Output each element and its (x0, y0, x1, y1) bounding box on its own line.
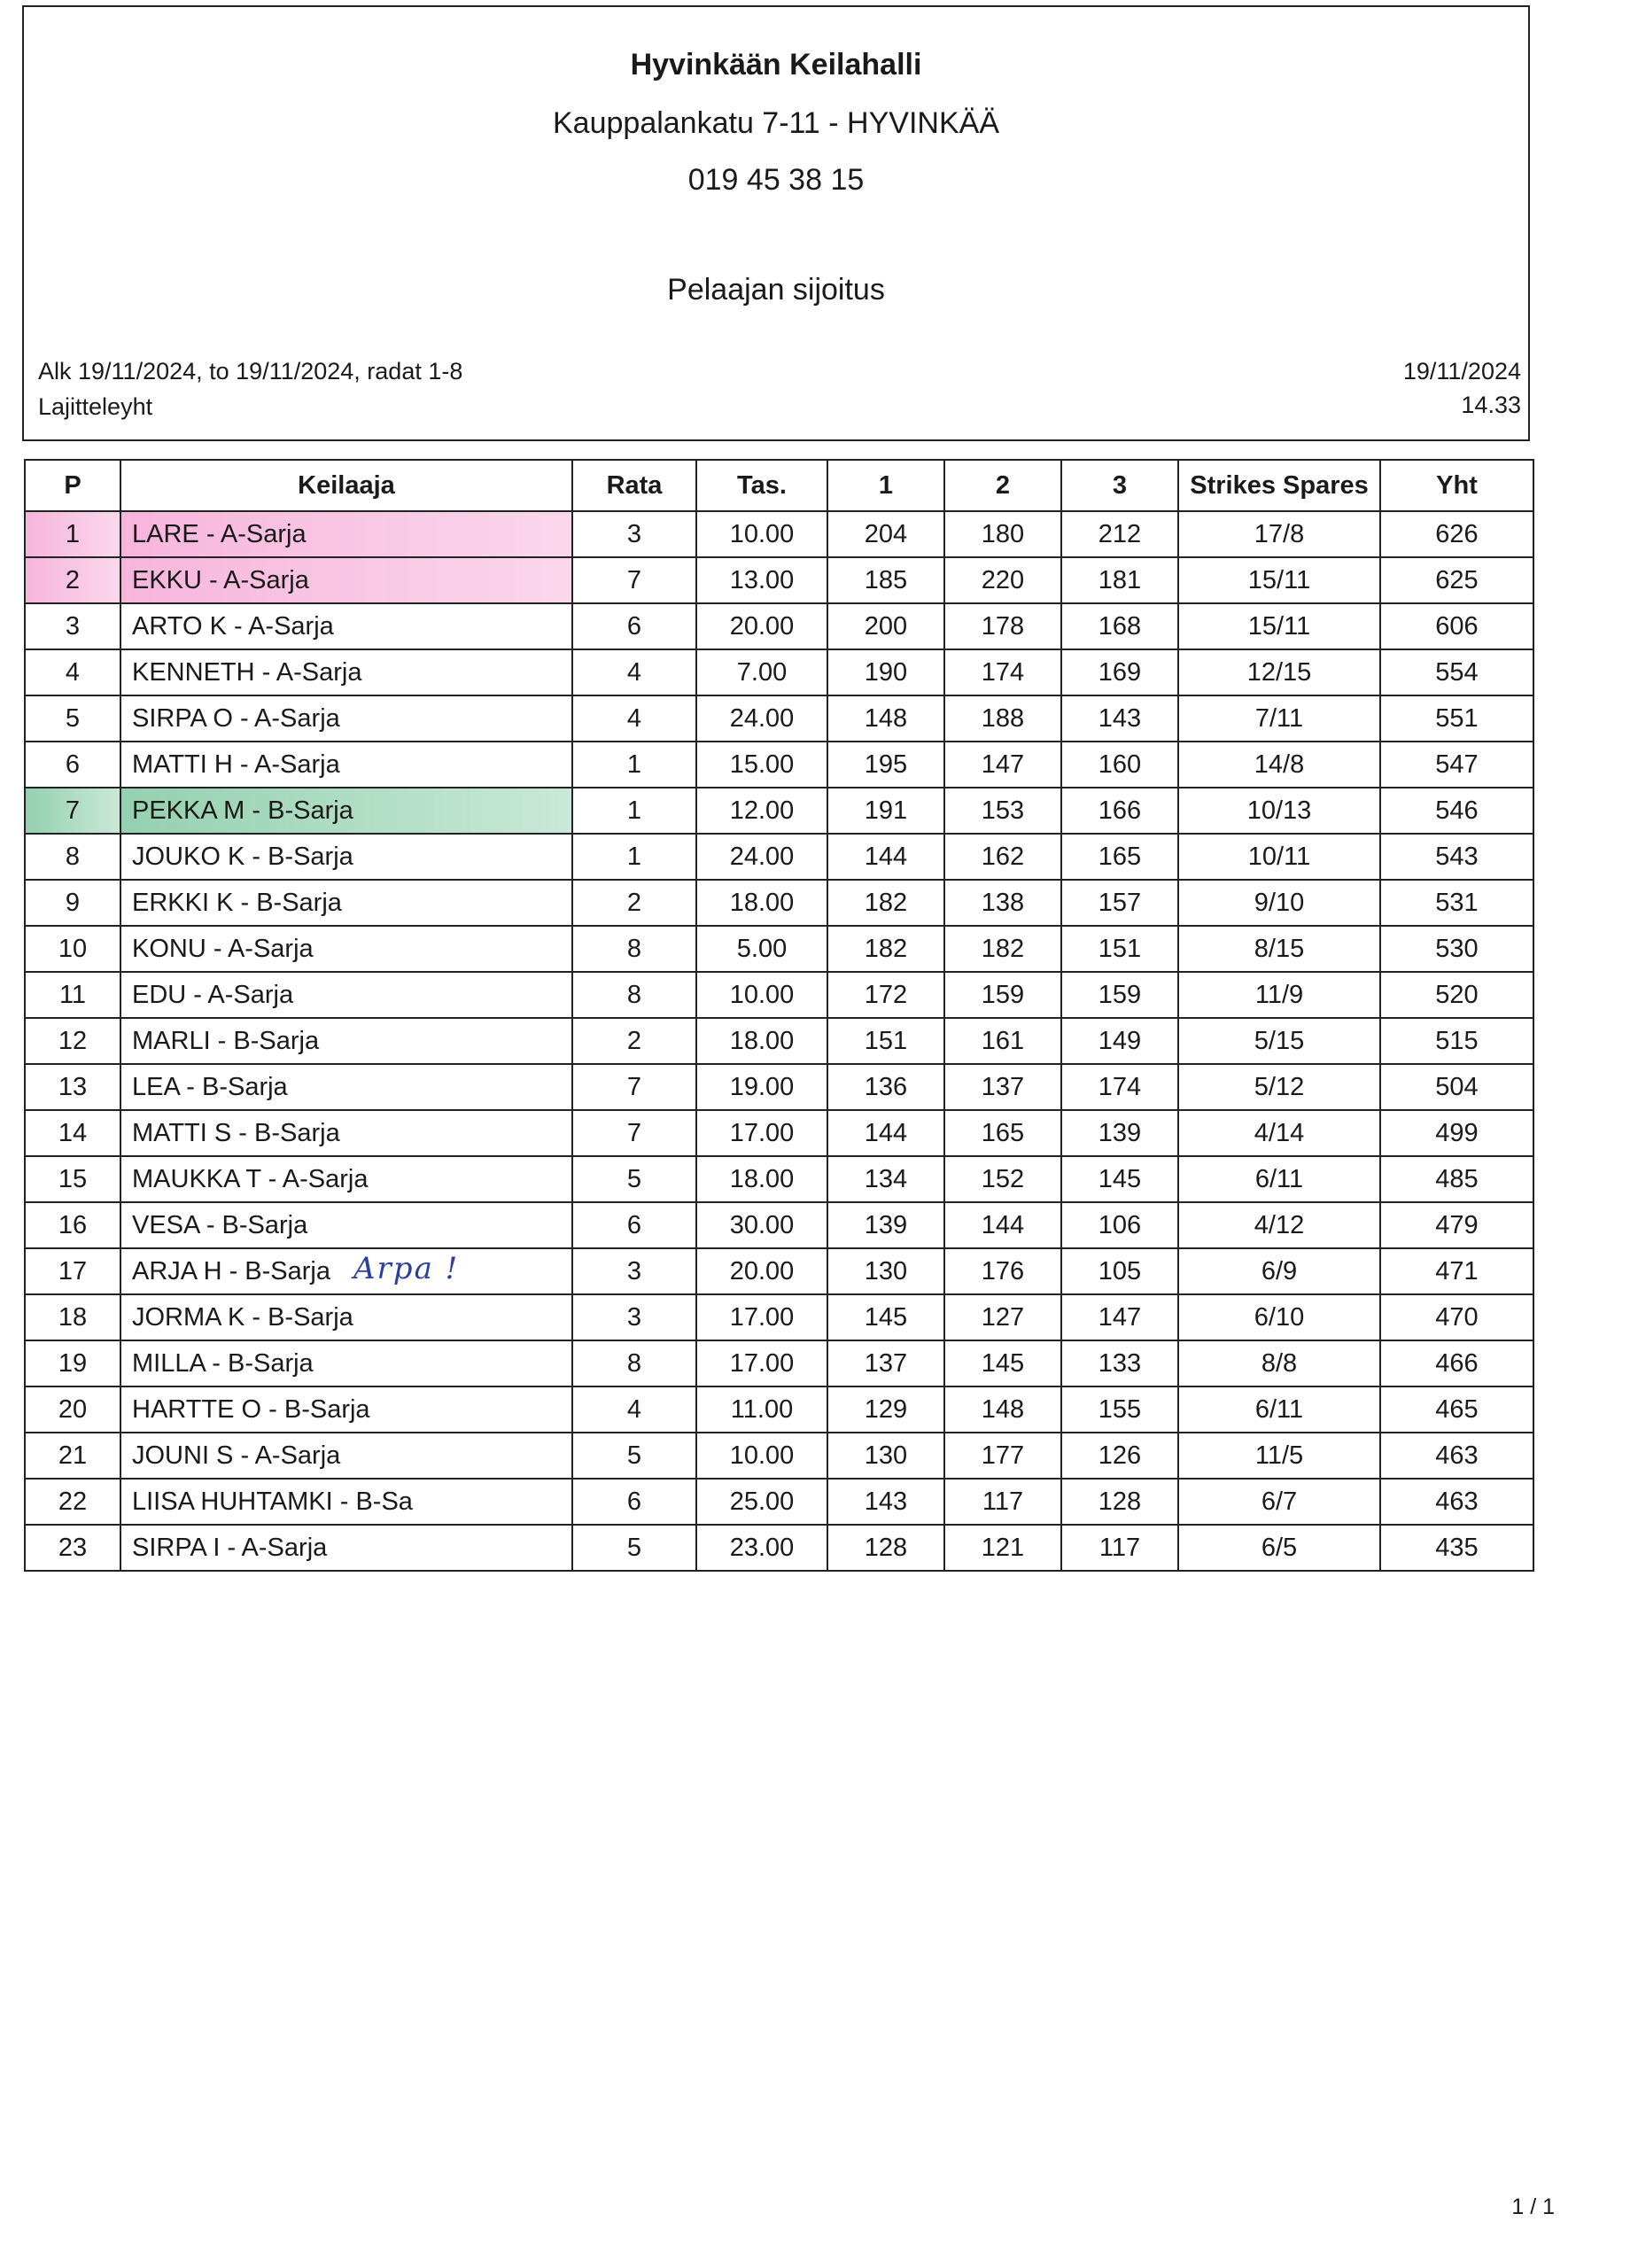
handicap-cell: 18.00 (696, 1018, 827, 1064)
bowler-name-cell (120, 1525, 572, 1571)
strikes-spares-cell: 11/5 (1178, 1433, 1380, 1479)
total-cell: 463 (1380, 1479, 1533, 1525)
total-cell: 471 (1380, 1248, 1533, 1294)
column-header-game-3: 3 (1061, 460, 1178, 511)
rank-cell: 10 (25, 926, 120, 972)
bowler-name-cell (120, 603, 572, 649)
table-row (25, 788, 1533, 834)
table-row (25, 1110, 1533, 1156)
table-row (25, 1479, 1533, 1525)
bowler-name: HARTTE O - B-Sarja (132, 1394, 370, 1424)
total-cell: 546 (1380, 788, 1533, 834)
game-3-cell: 143 (1061, 695, 1178, 742)
game-1-cell: 143 (827, 1479, 944, 1525)
game-3-cell: 145 (1061, 1156, 1178, 1202)
game-2-cell: 176 (944, 1248, 1061, 1294)
table-row (25, 1018, 1533, 1064)
table-row (25, 511, 1533, 557)
game-1-cell: 148 (827, 695, 944, 742)
total-cell: 479 (1380, 1202, 1533, 1248)
bowler-name: PEKKA M - B-Sarja (132, 796, 353, 825)
strikes-spares-cell: 4/14 (1178, 1110, 1380, 1156)
rank-cell: 7 (25, 788, 120, 834)
table-row (25, 972, 1533, 1018)
column-header-game-1: 1 (827, 460, 944, 511)
total-cell: 626 (1380, 511, 1533, 557)
game-2-cell: 127 (944, 1294, 1061, 1340)
bowler-name-cell (120, 1202, 572, 1248)
page-number: 1 / 1 (1511, 2194, 1555, 2219)
game-3-cell: 181 (1061, 557, 1178, 603)
rank-cell: 15 (25, 1156, 120, 1202)
lane-cell: 6 (572, 1479, 696, 1525)
table-row (25, 880, 1533, 926)
game-3-cell: 169 (1061, 649, 1178, 695)
bowler-name: MAUKKA T - A-Sarja (132, 1164, 369, 1193)
sort-order: Lajitteleyht (38, 393, 153, 420)
handicap-cell: 18.00 (696, 880, 827, 926)
lane-cell: 2 (572, 880, 696, 926)
bowler-name: EKKU - A-Sarja (132, 565, 309, 594)
hall-phone: 019 45 38 15 (687, 163, 865, 197)
strikes-spares-cell: 15/11 (1178, 557, 1380, 603)
table-row (25, 1202, 1533, 1248)
bowler-name-cell (120, 557, 572, 603)
strikes-spares-cell: 6/10 (1178, 1294, 1380, 1340)
game-2-cell: 153 (944, 788, 1061, 834)
handicap-cell: 30.00 (696, 1202, 827, 1248)
game-1-cell: 195 (827, 742, 944, 788)
game-1-cell: 129 (827, 1386, 944, 1433)
game-3-cell: 165 (1061, 834, 1178, 880)
bowler-name: KONU - A-Sarja (132, 934, 314, 963)
strikes-spares-cell: 14/8 (1178, 742, 1380, 788)
lane-cell: 7 (572, 1064, 696, 1110)
lane-cell: 4 (572, 649, 696, 695)
game-2-cell: 177 (944, 1433, 1061, 1479)
lane-cell: 5 (572, 1433, 696, 1479)
strikes-spares-cell: 10/13 (1178, 788, 1380, 834)
table-header-row (25, 460, 1533, 511)
lane-cell: 1 (572, 788, 696, 834)
lane-cell: 1 (572, 834, 696, 880)
table-row (25, 742, 1533, 788)
game-1-cell: 137 (827, 1340, 944, 1386)
bowler-name-cell (120, 788, 572, 834)
game-1-cell: 204 (827, 511, 944, 557)
game-1-cell: 134 (827, 1156, 944, 1202)
game-1-cell: 145 (827, 1294, 944, 1340)
bowler-name-cell (120, 695, 572, 742)
print-date: 19/11/2024 (1402, 358, 1521, 384)
rank-cell: 1 (25, 511, 120, 557)
strikes-spares-cell: 4/12 (1178, 1202, 1380, 1248)
lane-cell: 2 (572, 1018, 696, 1064)
game-3-cell: 155 (1061, 1386, 1178, 1433)
game-2-cell: 148 (944, 1386, 1061, 1433)
game-2-cell: 145 (944, 1340, 1061, 1386)
game-3-cell: 117 (1061, 1525, 1178, 1571)
report-title: Pelaajan sijoitus (667, 273, 885, 307)
bowler-name: JORMA K - B-Sarja (132, 1302, 353, 1332)
bowler-name-cell (120, 649, 572, 695)
strikes-spares-cell: 7/11 (1178, 695, 1380, 742)
results-table (24, 459, 1534, 1572)
strikes-spares-cell: 5/12 (1178, 1064, 1380, 1110)
print-time: 14.33 (1461, 392, 1521, 418)
rank-cell: 4 (25, 649, 120, 695)
game-2-cell: 144 (944, 1202, 1061, 1248)
game-2-cell: 147 (944, 742, 1061, 788)
game-1-cell: 139 (827, 1202, 944, 1248)
handicap-cell: 24.00 (696, 695, 827, 742)
game-2-cell: 174 (944, 649, 1061, 695)
rank-cell: 3 (25, 603, 120, 649)
game-3-cell: 160 (1061, 742, 1178, 788)
rank-cell: 12 (25, 1018, 120, 1064)
game-3-cell: 157 (1061, 880, 1178, 926)
rank-cell: 11 (25, 972, 120, 1018)
lane-cell: 7 (572, 1110, 696, 1156)
bowler-name: LIISA HUHTAMKI - B-Sa (132, 1487, 413, 1516)
game-1-cell: 172 (827, 972, 944, 1018)
handicap-cell: 20.00 (696, 603, 827, 649)
strikes-spares-cell: 17/8 (1178, 511, 1380, 557)
bowler-name-cell (120, 1386, 572, 1433)
game-3-cell: 106 (1061, 1202, 1178, 1248)
bowler-name: ARTO K - A-Sarja (132, 611, 334, 641)
total-cell: 520 (1380, 972, 1533, 1018)
bowler-name-cell (120, 880, 572, 926)
bowler-name-cell (120, 1018, 572, 1064)
bowler-name: LEA - B-Sarja (132, 1072, 288, 1101)
total-cell: 554 (1380, 649, 1533, 695)
game-1-cell: 144 (827, 834, 944, 880)
handicap-cell: 17.00 (696, 1340, 827, 1386)
table-row (25, 834, 1533, 880)
handicap-cell: 10.00 (696, 511, 827, 557)
total-cell: 463 (1380, 1433, 1533, 1479)
rank-cell: 21 (25, 1433, 120, 1479)
rank-cell: 14 (25, 1110, 120, 1156)
total-cell: 435 (1380, 1525, 1533, 1571)
game-3-cell: 126 (1061, 1433, 1178, 1479)
lane-cell: 6 (572, 1202, 696, 1248)
table-row (25, 1433, 1533, 1479)
column-header-lane: Rata (572, 460, 696, 511)
rank-cell: 6 (25, 742, 120, 788)
handwritten-note: Arpa ! (353, 1251, 460, 1286)
strikes-spares-cell: 11/9 (1178, 972, 1380, 1018)
game-2-cell: 152 (944, 1156, 1061, 1202)
bowler-name: JOUNI S - A-Sarja (132, 1441, 341, 1470)
table-row (25, 1340, 1533, 1386)
handicap-cell: 24.00 (696, 834, 827, 880)
column-header-strikes-spares: Strikes Spares (1178, 460, 1380, 511)
game-3-cell: 147 (1061, 1294, 1178, 1340)
table-row (25, 1294, 1533, 1340)
game-2-cell: 161 (944, 1018, 1061, 1064)
bowler-name: JOUKO K - B-Sarja (132, 842, 353, 871)
bowler-name-cell (120, 1294, 572, 1340)
table-row (25, 1156, 1533, 1202)
bowler-name: MILLA - B-Sarja (132, 1348, 314, 1378)
handicap-cell: 5.00 (696, 926, 827, 972)
game-3-cell: 151 (1061, 926, 1178, 972)
column-header-game-2: 2 (944, 460, 1061, 511)
game-3-cell: 212 (1061, 511, 1178, 557)
total-cell: 466 (1380, 1340, 1533, 1386)
game-3-cell: 149 (1061, 1018, 1178, 1064)
game-1-cell: 200 (827, 603, 944, 649)
game-3-cell: 105 (1061, 1248, 1178, 1294)
lane-cell: 3 (572, 511, 696, 557)
bowler-name-cell (120, 1433, 572, 1479)
game-1-cell: 130 (827, 1433, 944, 1479)
rank-cell: 16 (25, 1202, 120, 1248)
handicap-cell: 12.00 (696, 788, 827, 834)
bowler-name-cell (120, 1110, 572, 1156)
hall-address: Kauppalankatu 7-11 - HYVINKÄÄ (553, 106, 999, 140)
game-2-cell: 220 (944, 557, 1061, 603)
bowler-name: ARJA H - B-Sarja (132, 1256, 330, 1285)
rank-cell: 13 (25, 1064, 120, 1110)
strikes-spares-cell: 6/9 (1178, 1248, 1380, 1294)
rank-cell: 17 (25, 1248, 120, 1294)
game-2-cell: 138 (944, 880, 1061, 926)
game-3-cell: 139 (1061, 1110, 1178, 1156)
total-cell: 543 (1380, 834, 1533, 880)
total-cell: 530 (1380, 926, 1533, 972)
total-cell: 470 (1380, 1294, 1533, 1340)
rank-cell: 22 (25, 1479, 120, 1525)
table-row (25, 1386, 1533, 1433)
game-2-cell: 180 (944, 511, 1061, 557)
game-1-cell: 182 (827, 880, 944, 926)
bowler-name: EDU - A-Sarja (132, 980, 294, 1009)
column-header-rank: P (25, 460, 120, 511)
handicap-cell: 13.00 (696, 557, 827, 603)
rank-cell: 9 (25, 880, 120, 926)
bowler-name: MARLI - B-Sarja (132, 1026, 320, 1055)
date-range: Alk 19/11/2024, to 19/11/2024, radat 1-8 (38, 358, 463, 384)
total-cell: 465 (1380, 1386, 1533, 1433)
bowler-name-cell (120, 926, 572, 972)
total-cell: 606 (1380, 603, 1533, 649)
bowler-name-cell (120, 1340, 572, 1386)
game-1-cell: 191 (827, 788, 944, 834)
strikes-spares-cell: 12/15 (1178, 649, 1380, 695)
lane-cell: 8 (572, 972, 696, 1018)
table-row (25, 1064, 1533, 1110)
game-1-cell: 144 (827, 1110, 944, 1156)
strikes-spares-cell: 6/5 (1178, 1525, 1380, 1571)
handicap-cell: 23.00 (696, 1525, 827, 1571)
bowler-name: LARE - A-Sarja (132, 519, 307, 548)
bowler-name: KENNETH - A-Sarja (132, 657, 362, 687)
table-row (25, 695, 1533, 742)
strikes-spares-cell: 6/11 (1178, 1156, 1380, 1202)
game-2-cell: 188 (944, 695, 1061, 742)
hall-name: Hyvinkään Keilahalli (630, 48, 922, 82)
game-2-cell: 162 (944, 834, 1061, 880)
lane-cell: 8 (572, 1340, 696, 1386)
table-row (25, 1248, 1533, 1294)
game-2-cell: 159 (944, 972, 1061, 1018)
strikes-spares-cell: 8/15 (1178, 926, 1380, 972)
lane-cell: 7 (572, 557, 696, 603)
game-3-cell: 128 (1061, 1479, 1178, 1525)
rank-cell: 2 (25, 557, 120, 603)
game-1-cell: 182 (827, 926, 944, 972)
handicap-cell: 17.00 (696, 1294, 827, 1340)
strikes-spares-cell: 6/7 (1178, 1479, 1380, 1525)
table-row (25, 649, 1533, 695)
lane-cell: 3 (572, 1294, 696, 1340)
report-header (22, 5, 1530, 441)
game-1-cell: 185 (827, 557, 944, 603)
table-row (25, 1525, 1533, 1571)
strikes-spares-cell: 15/11 (1178, 603, 1380, 649)
game-1-cell: 128 (827, 1525, 944, 1571)
total-cell: 515 (1380, 1018, 1533, 1064)
column-header-bowler: Keilaaja (120, 460, 572, 511)
game-2-cell: 117 (944, 1479, 1061, 1525)
table-row (25, 557, 1533, 603)
handicap-cell: 15.00 (696, 742, 827, 788)
total-cell: 485 (1380, 1156, 1533, 1202)
game-2-cell: 182 (944, 926, 1061, 972)
rank-cell: 19 (25, 1340, 120, 1386)
handicap-cell: 10.00 (696, 1433, 827, 1479)
game-2-cell: 165 (944, 1110, 1061, 1156)
lane-cell: 5 (572, 1525, 696, 1571)
bowler-name: MATTI H - A-Sarja (132, 750, 340, 779)
bowler-name-cell (120, 1479, 572, 1525)
bowler-name: MATTI S - B-Sarja (132, 1118, 340, 1147)
column-header-total: Yht (1380, 460, 1533, 511)
total-cell: 499 (1380, 1110, 1533, 1156)
game-3-cell: 174 (1061, 1064, 1178, 1110)
game-1-cell: 136 (827, 1064, 944, 1110)
handicap-cell: 11.00 (696, 1386, 827, 1433)
strikes-spares-cell: 10/11 (1178, 834, 1380, 880)
game-2-cell: 121 (944, 1525, 1061, 1571)
lane-cell: 4 (572, 695, 696, 742)
lane-cell: 8 (572, 926, 696, 972)
table-row (25, 926, 1533, 972)
strikes-spares-cell: 8/8 (1178, 1340, 1380, 1386)
bowler-name-cell (120, 1248, 572, 1294)
lane-cell: 1 (572, 742, 696, 788)
handicap-cell: 18.00 (696, 1156, 827, 1202)
bowler-name-cell (120, 1064, 572, 1110)
game-3-cell: 166 (1061, 788, 1178, 834)
bowler-name: VESA - B-Sarja (132, 1210, 308, 1239)
rank-cell: 8 (25, 834, 120, 880)
rank-cell: 18 (25, 1294, 120, 1340)
handicap-cell: 20.00 (696, 1248, 827, 1294)
total-cell: 551 (1380, 695, 1533, 742)
handicap-cell: 25.00 (696, 1479, 827, 1525)
bowler-name-cell (120, 742, 572, 788)
total-cell: 531 (1380, 880, 1533, 926)
bowler-name-cell (120, 1156, 572, 1202)
total-cell: 547 (1380, 742, 1533, 788)
column-header-handicap: Tas. (696, 460, 827, 511)
lane-cell: 4 (572, 1386, 696, 1433)
strikes-spares-cell: 9/10 (1178, 880, 1380, 926)
lane-cell: 3 (572, 1248, 696, 1294)
game-3-cell: 159 (1061, 972, 1178, 1018)
game-1-cell: 151 (827, 1018, 944, 1064)
game-1-cell: 190 (827, 649, 944, 695)
game-3-cell: 133 (1061, 1340, 1178, 1386)
bowler-name-cell (120, 511, 572, 557)
handicap-cell: 19.00 (696, 1064, 827, 1110)
table-row (25, 603, 1533, 649)
lane-cell: 5 (572, 1156, 696, 1202)
handicap-cell: 10.00 (696, 972, 827, 1018)
handicap-cell: 7.00 (696, 649, 827, 695)
bowler-name-cell (120, 834, 572, 880)
total-cell: 504 (1380, 1064, 1533, 1110)
game-2-cell: 178 (944, 603, 1061, 649)
game-3-cell: 168 (1061, 603, 1178, 649)
strikes-spares-cell: 6/11 (1178, 1386, 1380, 1433)
handicap-cell: 17.00 (696, 1110, 827, 1156)
rank-cell: 20 (25, 1386, 120, 1433)
total-cell: 625 (1380, 557, 1533, 603)
rank-cell: 5 (25, 695, 120, 742)
bowler-name: ERKKI K - B-Sarja (132, 888, 342, 917)
bowler-name: SIRPA I - A-Sarja (132, 1533, 328, 1562)
bowler-name-cell (120, 972, 572, 1018)
game-1-cell: 130 (827, 1248, 944, 1294)
bowler-name: SIRPA O - A-Sarja (132, 703, 340, 733)
strikes-spares-cell: 5/15 (1178, 1018, 1380, 1064)
lane-cell: 6 (572, 603, 696, 649)
game-2-cell: 137 (944, 1064, 1061, 1110)
rank-cell: 23 (25, 1525, 120, 1571)
